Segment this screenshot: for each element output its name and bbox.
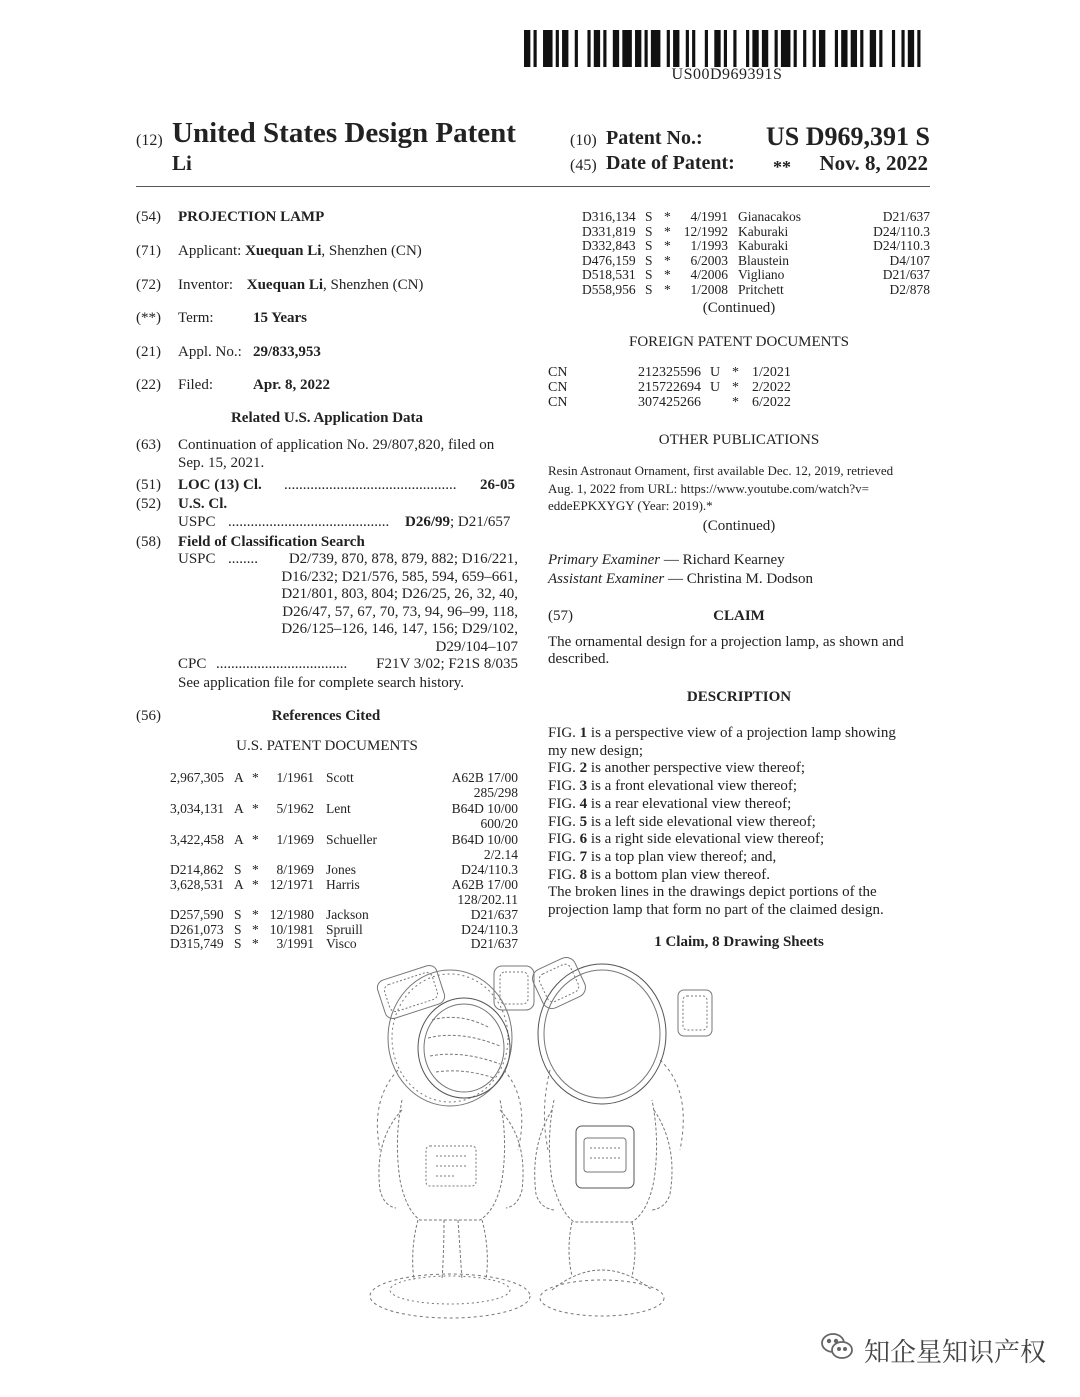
description-line — [548, 867, 770, 884]
reference-row-continued — [170, 816, 518, 831]
other-publications-title: OTHER PUBLICATIONS — [658, 432, 820, 448]
applicant-field — [178, 243, 422, 260]
inid-code-56: (56) — [136, 708, 161, 724]
field-search-line-3: D21/801, 803, 804; D26/25, 26, 32, 40, — [281, 586, 518, 602]
fig-prefix: FIG. — [548, 725, 580, 741]
ref-star: * — [664, 238, 671, 253]
inid-code-51: (51) — [136, 477, 161, 493]
foreign-country: CN — [548, 395, 568, 410]
ref-class: D21/637 — [470, 936, 518, 951]
ref-date: 6/2003 — [690, 252, 728, 268]
patent-date: Nov. 8, 2022 — [819, 151, 928, 175]
fig-prefix: FIG. — [548, 831, 580, 848]
ref-class: D24/110.3 — [873, 238, 930, 253]
ref-date: 1/2008 — [690, 281, 728, 297]
description-line — [548, 902, 884, 919]
ref-star: * — [664, 281, 671, 297]
ref-number: D315,749 — [170, 936, 224, 951]
ref-name: Vigliano — [738, 267, 785, 282]
related-data-title: Related U.S. Application Data — [230, 410, 424, 426]
watermark — [820, 1332, 1046, 1369]
filed-value: Apr. 8, 2022 — [253, 377, 330, 393]
ref-star: * — [252, 770, 259, 785]
ref-class: D2/878 — [889, 281, 930, 297]
reference-row — [170, 862, 518, 877]
description-title: DESCRIPTION — [686, 689, 792, 705]
foreign-country: CN — [548, 380, 568, 395]
inventor-field — [178, 277, 423, 294]
ref-date: 3/1991 — [276, 936, 314, 951]
primary-examiner-label: Primary Examiner — [548, 552, 661, 568]
foreign-kind: U — [710, 365, 721, 380]
ref-kind: S — [234, 907, 242, 922]
field-search-line-4: D26/47, 57, 67, 70, 73, 94, 96–99, 118, — [282, 604, 518, 620]
cpc-label: CPC — [178, 656, 207, 672]
ref-number: D518,531 — [582, 267, 636, 282]
ref-class-secondary: 600/20 — [480, 816, 518, 831]
inid-code-12: (12) — [136, 132, 163, 149]
fig-text: is a rear elevational view thereof; — [587, 795, 792, 812]
ref-class: D21/637 — [882, 209, 930, 224]
primary-examiner-name: — Richard Kearney — [663, 552, 785, 568]
date-marker: ** — [773, 157, 791, 177]
ref-number: D558,956 — [582, 281, 636, 297]
reference-row — [170, 877, 518, 892]
inventor-location: , Shenzhen (CN) — [323, 277, 424, 293]
ref-class-secondary: 128/202.11 — [457, 892, 518, 907]
ref-name: Visco — [326, 936, 357, 951]
ref-kind: S — [645, 209, 653, 224]
barcode-number: US00D969391S — [671, 66, 783, 83]
inventor-name: Xuequan Li — [246, 277, 324, 293]
ref-kind: S — [645, 267, 653, 282]
foreign-star: * — [732, 395, 739, 410]
fig-number: 7 — [579, 848, 588, 865]
us-cl-secondary: ; D21/657 — [450, 514, 511, 530]
astronaut-rear-figure — [529, 954, 712, 1316]
ref-star: * — [664, 209, 671, 224]
ref-star: * — [252, 801, 259, 816]
ref-class: D4/107 — [889, 252, 930, 268]
astronaut-front-figure — [370, 963, 534, 1318]
ref-class-secondary: 2/2.14 — [483, 847, 518, 862]
reference-row — [170, 907, 518, 922]
foreign-reference-row — [548, 380, 808, 395]
inid-code-72: (72) — [136, 277, 161, 293]
foreign-reference-row — [548, 365, 808, 380]
continuation-line-1: Continuation of application No. 29/807,820, filed on — [178, 437, 495, 453]
ref-date: 5/1962 — [276, 801, 314, 816]
cpc-dots: ................................... — [216, 656, 348, 672]
reference-row-continued — [170, 892, 518, 907]
ref-kind: S — [234, 862, 242, 877]
foreign-star: * — [732, 380, 739, 395]
ref-kind: S — [645, 252, 653, 268]
ref-star: * — [664, 223, 671, 239]
applicant-location: , Shenzhen (CN) — [321, 243, 422, 259]
fig-text: projection lamp that form no part of the claimed design. — [548, 902, 884, 918]
fig-text: is a right side elevational view thereof; — [587, 831, 825, 848]
foreign-star: * — [732, 365, 739, 380]
reference-row — [170, 922, 518, 937]
foreign-country: CN — [548, 365, 568, 380]
fig-number: 2 — [579, 760, 588, 777]
ref-class: D21/637 — [470, 907, 518, 922]
foreign-number: 215722694 — [638, 380, 701, 395]
foreign-number: 307425266 — [638, 395, 701, 410]
fig-text: The broken lines in the drawings depict portions of the — [548, 884, 877, 901]
us-cl-primary: D26/99 — [405, 514, 450, 530]
other-pub-line-3: eddeEPKXYGY (Year: 2019).* — [548, 498, 713, 513]
reference-row — [170, 832, 518, 847]
claims-sheets-summary: 1 Claim, 8 Drawing Sheets — [654, 934, 824, 950]
us-cl-value — [405, 514, 510, 531]
ref-date: 8/1969 — [276, 862, 314, 877]
claim-line-1: The ornamental design for a projection lamp, as shown and — [548, 634, 904, 650]
fig-text: is a perspective view of a projection lamp showing — [587, 725, 896, 741]
inventor-surname: Li — [172, 151, 192, 175]
ref-star: * — [252, 936, 259, 951]
ref-number: 3,628,531 — [170, 877, 224, 892]
design-title: PROJECTION LAMP — [178, 209, 325, 225]
ref-star: * — [252, 832, 259, 847]
field-search-label: Field of Classification Search — [178, 534, 365, 550]
ref-name: Harris — [326, 877, 360, 892]
reference-row-continued — [170, 847, 518, 862]
reference-row-continued — [170, 785, 518, 800]
fig-number: 8 — [579, 866, 588, 883]
ref-name: Blaustein — [738, 252, 789, 268]
description-line — [548, 884, 877, 901]
ref-date: 1/1961 — [276, 770, 314, 785]
fig-number: 3 — [579, 778, 588, 795]
term-label: Term: — [178, 310, 214, 326]
field-search-dots: ........ — [228, 551, 258, 567]
continued-note-1: (Continued) — [702, 300, 776, 316]
patent-number: US D969,391 S — [766, 122, 930, 151]
references-cited-title: References Cited — [271, 708, 381, 724]
inid-code-21: (21) — [136, 344, 161, 360]
fig-text: is a front elevational view thereof; — [587, 778, 798, 795]
ref-date: 4/1991 — [690, 209, 728, 224]
assistant-examiner-name: — Christina M. Dodson — [668, 571, 814, 587]
ref-name: Lent — [326, 801, 351, 816]
ref-star: * — [664, 267, 671, 282]
ref-name: Kaburaki — [738, 238, 789, 253]
ref-kind: S — [234, 936, 242, 951]
ref-star: * — [252, 877, 259, 892]
description-line — [548, 831, 824, 848]
reference-row — [170, 770, 518, 785]
ref-number: D316,134 — [582, 209, 636, 224]
ref-star: * — [252, 907, 259, 922]
ref-number: D261,073 — [170, 922, 224, 937]
foreign-date: 6/2022 — [752, 395, 791, 410]
ref-number: 3,034,131 — [170, 801, 224, 816]
appl-no-label: Appl. No.: — [178, 344, 242, 360]
ref-date: 10/1981 — [269, 922, 314, 937]
ref-date: 12/1980 — [269, 907, 314, 922]
foreign-date: 2/2022 — [752, 380, 791, 395]
ref-number: 2,967,305 — [170, 770, 224, 785]
reference-row — [582, 267, 930, 282]
ref-name: Pritchett — [738, 281, 784, 297]
inid-code-22: (22) — [136, 377, 161, 393]
fig-text: is a bottom plan view thereof. — [587, 866, 771, 883]
inid-code-54: (54) — [136, 209, 161, 225]
ref-class-secondary: 285/298 — [473, 785, 518, 800]
reference-row — [170, 936, 518, 951]
ref-star: * — [664, 252, 671, 268]
fig-text: is a top plan view thereof; and, — [587, 848, 777, 865]
patent-no-label: Patent No.: — [606, 127, 703, 149]
description-line — [548, 796, 791, 813]
fig-prefix: FIG. — [548, 848, 580, 865]
ref-kind: A — [234, 877, 244, 892]
fig-prefix: FIG. — [548, 813, 580, 830]
search-history-note: See application file for complete search history. — [178, 675, 465, 691]
description-line — [548, 849, 776, 866]
ref-name: Spruill — [326, 922, 363, 937]
fig-text: my new design; — [548, 742, 643, 759]
ref-class: D21/637 — [882, 267, 930, 282]
fig-text: is another perspective view thereof; — [587, 760, 806, 777]
ref-star: * — [252, 922, 259, 937]
wechat-icon — [820, 1332, 854, 1369]
fig-prefix: FIG. — [548, 795, 580, 812]
fig-prefix: FIG. — [548, 760, 580, 777]
fig-number: 6 — [579, 831, 588, 848]
ref-kind: S — [645, 223, 653, 239]
ref-star: * — [252, 862, 259, 877]
ref-name: Schueller — [326, 832, 377, 847]
reference-row — [582, 224, 930, 239]
ref-number: D476,159 — [582, 252, 636, 268]
watermark-text: 知企星知识产权 — [863, 1338, 1046, 1368]
us-cl-label: U.S. Cl. — [178, 496, 228, 512]
primary-examiner — [548, 552, 785, 569]
inid-code-10: (10) — [570, 132, 597, 149]
loc-value: 26-05 — [480, 477, 515, 493]
filed-label: Filed: — [178, 377, 214, 393]
barcode — [524, 30, 930, 67]
term-value: 15 Years — [253, 310, 308, 326]
fig-prefix: FIG. — [548, 778, 580, 795]
ref-kind: S — [234, 922, 242, 937]
claim-line-2: described. — [548, 651, 610, 667]
ref-number: D257,590 — [170, 907, 224, 922]
us-cl-uspc: USPC — [178, 514, 216, 530]
reference-row — [170, 801, 518, 816]
description-line — [548, 760, 805, 777]
ref-name: Gianacakos — [738, 209, 801, 224]
foreign-docs-title: FOREIGN PATENT DOCUMENTS — [628, 334, 850, 350]
ref-name: Kaburaki — [738, 223, 789, 239]
assistant-examiner-label: Assistant Examiner — [548, 571, 665, 587]
claim-title: CLAIM — [713, 608, 765, 624]
ref-number: D332,843 — [582, 238, 636, 253]
field-search-line-2: D16/232; D21/576, 585, 594, 659–661, — [281, 569, 518, 585]
inid-code-term: (**) — [136, 310, 161, 326]
ref-class: D24/110.3 — [461, 922, 518, 937]
inid-code-58: (58) — [136, 534, 161, 550]
ref-name: Jackson — [326, 907, 369, 922]
field-search-line-6: D29/104–107 — [435, 639, 518, 655]
field-search-line-5: D26/125–126, 146, 147, 156; D29/102, — [281, 621, 518, 637]
field-search-uspc: USPC — [178, 551, 216, 567]
fig-prefix: FIG. — [548, 866, 580, 883]
other-pub-line-1: Resin Astronaut Ornament, first available Dec. 12, 2019, retrieved — [548, 463, 894, 478]
continued-note-2: (Continued) — [702, 518, 776, 534]
ref-class: D24/110.3 — [873, 223, 930, 239]
foreign-kind: U — [710, 380, 721, 395]
fig-number: 4 — [579, 795, 588, 812]
cpc-value: F21V 3/02; F21S 8/035 — [376, 656, 518, 672]
foreign-reference-row — [548, 395, 808, 410]
ref-number: D331,819 — [582, 223, 636, 239]
ref-date: 12/1971 — [269, 877, 314, 892]
us-patent-docs-title: U.S. PATENT DOCUMENTS — [236, 738, 418, 754]
foreign-date: 1/2021 — [752, 365, 791, 380]
ref-kind: S — [645, 281, 653, 297]
ref-class: D24/110.3 — [461, 862, 518, 877]
date-of-patent-label: Date of Patent: — [606, 152, 735, 174]
ref-kind: S — [645, 238, 653, 253]
fig-text: is a left side elevational view thereof; — [587, 813, 816, 830]
ref-date: 4/2006 — [690, 267, 728, 282]
description-line — [548, 814, 816, 831]
inid-code-52: (52) — [136, 496, 161, 512]
continuation-line-2: Sep. 15, 2021. — [178, 455, 265, 471]
ref-date: 12/1992 — [683, 223, 728, 239]
ref-class: A62B 17/00 — [451, 770, 518, 785]
assistant-examiner — [548, 571, 813, 588]
ref-number: D214,862 — [170, 862, 224, 877]
ref-date: 1/1969 — [276, 832, 314, 847]
description-line — [548, 778, 797, 795]
field-search-line-1: D2/739, 870, 878, 879, 882; D16/221, — [288, 551, 518, 567]
description-line — [548, 743, 643, 760]
description-line — [548, 725, 896, 742]
ref-kind: A — [234, 770, 244, 785]
header-rule — [136, 186, 930, 187]
reference-row — [582, 253, 930, 268]
applicant-label: Applicant: — [178, 243, 242, 259]
reference-row — [582, 238, 930, 253]
reference-row — [582, 209, 930, 224]
ref-date: 1/1993 — [690, 238, 728, 253]
inid-code-57: (57) — [548, 608, 573, 624]
loc-label: LOC (13) Cl. — [178, 477, 262, 493]
document-type-title: United States Design Patent — [172, 117, 516, 149]
us-cl-dots: ........................................... — [228, 514, 390, 530]
appl-no-value: 29/833,953 — [253, 344, 321, 360]
fig-number: 5 — [579, 813, 588, 830]
design-drawing — [340, 950, 720, 1326]
ref-number: 3,422,458 — [170, 832, 224, 847]
applicant-name: Xuequan Li — [245, 243, 322, 259]
ref-name: Jones — [326, 862, 356, 877]
ref-kind: A — [234, 801, 244, 816]
reference-row — [582, 282, 930, 297]
ref-class: A62B 17/00 — [451, 877, 518, 892]
inid-code-71: (71) — [136, 243, 161, 259]
other-pub-line-2: Aug. 1, 2022 from URL: https://www.youtube.com/watch?v= — [548, 481, 869, 496]
loc-dots: .............................................. — [284, 477, 457, 493]
ref-class: B64D 10/00 — [451, 801, 518, 816]
inventor-label: Inventor: — [178, 277, 233, 293]
foreign-number: 212325596 — [638, 365, 701, 380]
inid-code-45: (45) — [570, 157, 597, 174]
ref-class: B64D 10/00 — [451, 832, 518, 847]
inid-code-63: (63) — [136, 437, 161, 453]
ref-kind: A — [234, 832, 244, 847]
fig-number: 1 — [579, 725, 588, 741]
ref-name: Scott — [326, 770, 354, 785]
